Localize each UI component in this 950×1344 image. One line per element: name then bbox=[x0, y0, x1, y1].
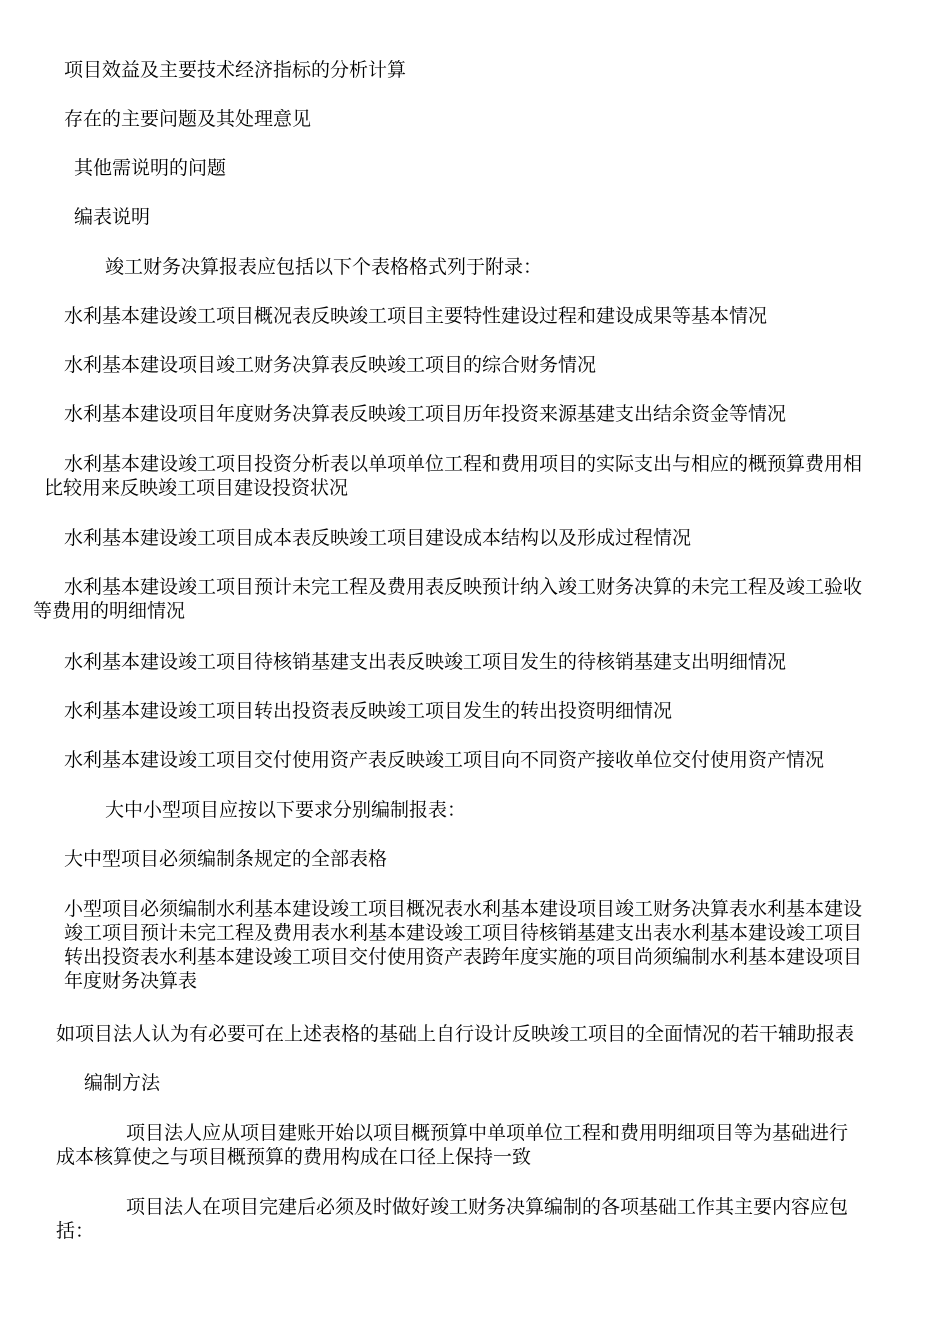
paragraph-line: 转出投资表水利基本建设竣工项目交付使用资产表跨年度实施的项目尚须编制水利基本建设项目 bbox=[64, 946, 863, 968]
list-item-investment-analysis-table bbox=[44, 452, 862, 500]
list-item-overview-table: 水利基本建设竣工项目概况表反映竣工项目主要特性建设过程和建设成果等基本情况 bbox=[64, 305, 768, 327]
paragraph-line: 括： bbox=[56, 1220, 95, 1242]
paragraph-line: 项目法人在项目完建后必须及时做好竣工财务决算编制的各项基础工作其主要内容应包 bbox=[126, 1196, 849, 1218]
item-other-issues: 其他需说明的问题 bbox=[74, 157, 227, 179]
item-main-problems: 存在的主要问题及其处理意见 bbox=[64, 108, 312, 130]
paragraph-line: 小型项目必须编制水利基本建设竣工项目概况表水利基本建设项目竣工财务决算表水利基本建设 bbox=[64, 898, 863, 920]
list-item-cost-table: 水利基本建设竣工项目成本表反映竣工项目建设成本结构以及形成过程情况 bbox=[64, 527, 692, 549]
item-benefit-analysis: 项目效益及主要技术经济指标的分析计算 bbox=[64, 59, 407, 81]
paragraph-line: 等费用的明细情况 bbox=[33, 600, 186, 622]
list-item-transfer-investment-table: 水利基本建设竣工项目转出投资表反映竣工项目发生的转出投资明细情况 bbox=[64, 700, 673, 722]
list-item-delivered-assets-table: 水利基本建设竣工项目交付使用资产表反映竣工项目向不同资产接收单位交付使用资产情况 bbox=[64, 749, 825, 771]
paragraph-line: 水利基本建设竣工项目投资分析表以单项单位工程和费用项目的实际支出与相应的概预算费用相 bbox=[64, 453, 863, 475]
paragraph-line: 项目法人应从项目建账开始以项目概预算中单项单位工程和费用明细项目等为基础进行 bbox=[126, 1122, 849, 1144]
list-item-unfinished-works-table bbox=[33, 575, 862, 623]
paragraph-cost-accounting bbox=[56, 1121, 848, 1169]
paragraph-line: 竣工项目预计未完工程及费用表水利基本建设竣工项目待核销基建支出表水利基本建设竣工项目 bbox=[64, 922, 863, 944]
list-item-pending-writeoff-table: 水利基本建设竣工项目待核销基建支出表反映竣工项目发生的待核销基建支出明细情况 bbox=[64, 651, 787, 673]
paragraph-report-tables-intro: 竣工财务决算报表应包括以下个表格格式列于附录： bbox=[105, 256, 543, 278]
section-heading-compilation-method: 编制方法 bbox=[84, 1072, 161, 1094]
section-heading-table-notes: 编表说明 bbox=[74, 206, 151, 228]
paragraph-project-size-requirements: 大中小型项目应按以下要求分别编制报表： bbox=[105, 799, 467, 821]
paragraph-line: 比较用来反映竣工项目建设投资状况 bbox=[44, 477, 349, 499]
paragraph-line: 成本核算使之与项目概预算的费用构成在口径上保持一致 bbox=[56, 1146, 532, 1168]
list-item-final-accounts-table: 水利基本建设项目竣工财务决算表反映竣工项目的综合财务情况 bbox=[64, 354, 597, 376]
paragraph-auxiliary-reports: 如项目法人认为有必要可在上述表格的基础上自行设计反映竣工项目的全面情况的若干辅助报表 bbox=[56, 1023, 855, 1045]
list-item-annual-accounts-table: 水利基本建设项目年度财务决算表反映竣工项目历年投资来源基建支出结余资金等情况 bbox=[64, 403, 787, 425]
paragraph-basic-work bbox=[56, 1195, 848, 1243]
list-item-small-projects bbox=[64, 897, 862, 993]
paragraph-line: 年度财务决算表 bbox=[64, 970, 198, 992]
list-item-large-medium-projects: 大中型项目必须编制条规定的全部表格 bbox=[64, 848, 388, 870]
paragraph-line: 水利基本建设竣工项目预计未完工程及费用表反映预计纳入竣工财务决算的未完工程及竣工验收 bbox=[64, 576, 863, 598]
